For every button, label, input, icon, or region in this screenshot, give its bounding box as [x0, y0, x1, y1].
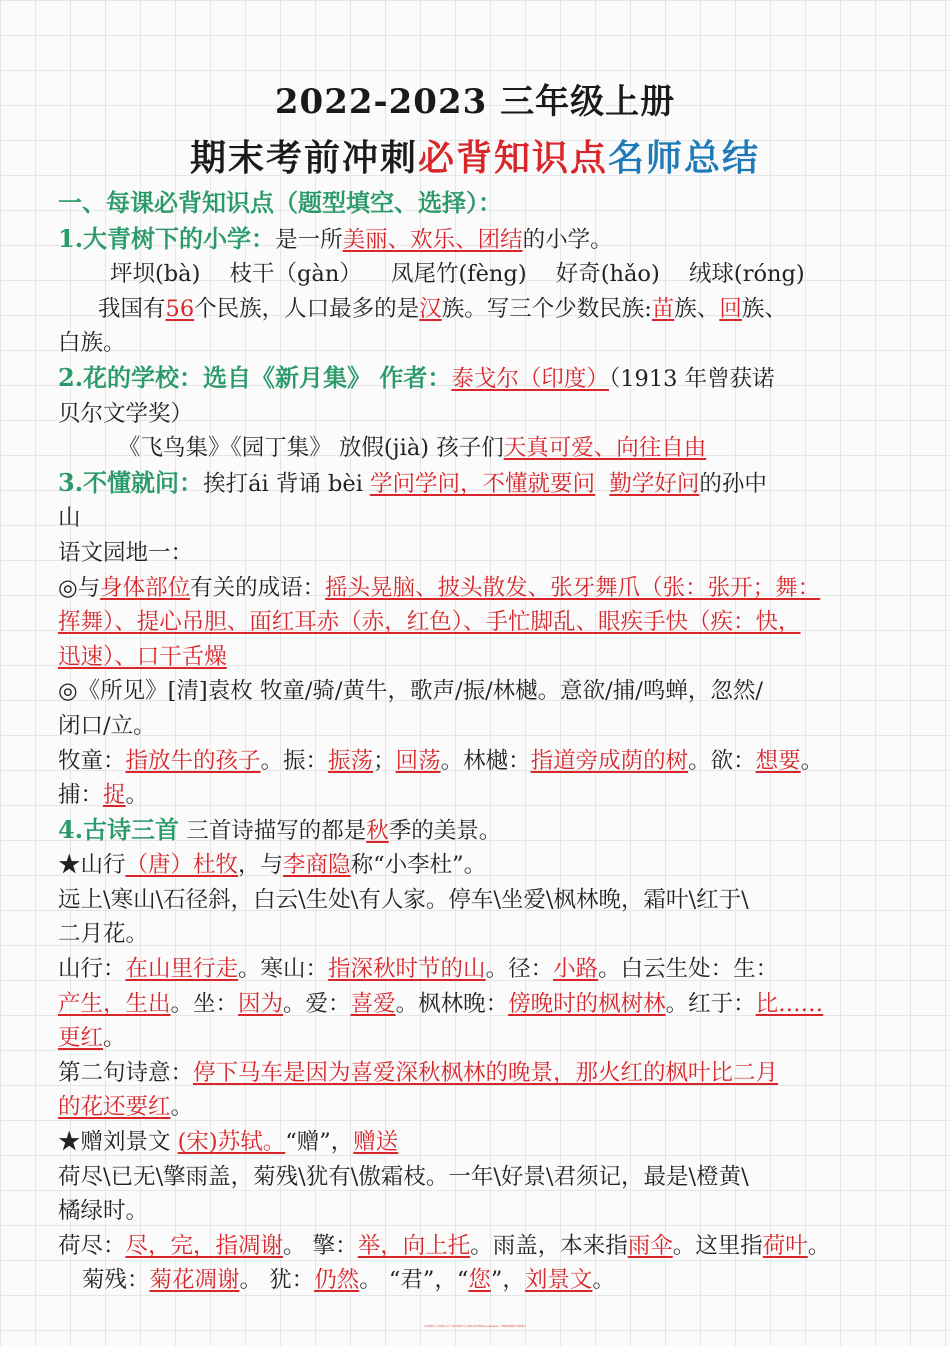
lesson1-line1: 1.大青树下的小学：是一所美丽、欢乐、团结的小学。: [58, 223, 613, 253]
yuwen-heading: 语文园地一：: [58, 539, 194, 566]
idiom-line3: 迅速）、口干舌燥: [58, 643, 227, 670]
lesson2-line2: 贝尔文学奖）: [58, 400, 194, 427]
lesson4-line1: 4.古诗三首 三首诗描写的都是秋季的美景。: [58, 814, 502, 844]
zeng-poem2: 橘绿时。: [58, 1198, 149, 1225]
lesson1-pinyin-row: 坪坝(bà) 枝干（gàn） 凤尾竹(fèng) 好奇(hǎo) 绒球(róng): [110, 261, 805, 288]
footer-promo: 10秒钟操作! 关注微信公众号“学海无涯甜作舟”或者添加樊老师微信shen88168007，免费提供完整可打印版资料!: [424, 1326, 526, 1328]
lesson3-line2: 山: [58, 505, 81, 532]
lesson2-heading: 2.花的学校：选自《新月集》 作者：: [58, 362, 452, 392]
zeng-notes2: 菊残：菊花凋谢。 犹：仍然。 “君”，“您”，刘景文。: [82, 1267, 615, 1294]
zeng-notes1: 荷尽：尽，完，指凋谢。 擎：举，向上托。雨盖，本来指雨伞。这里指荷叶。: [58, 1232, 831, 1259]
title-line-1: 2022-2023 三年级上册: [274, 82, 676, 122]
suojian-line1: ◎《所见》[清]袁枚 牧童/骑/黄牛，歌声/振/林樾。意欲/捕/鸣蝉，忽然/: [58, 678, 763, 705]
shanxing-poem2: 二月花。: [58, 921, 149, 948]
lesson2-line1: 2.花的学校：选自《新月集》 作者：泰戈尔（印度）（1913 年曾获诺: [58, 362, 775, 392]
shanxing-notes2: 产生，生出。坐：因为。爱：喜爱。枫林晚：傍晚时的枫树林。红于：比……: [58, 990, 824, 1017]
title-line-2: [0, 130, 950, 181]
lesson3-line1: 3.不懂就问：挨打ái 背诵 bèi 学问学问，不懂就要问 勤学好问的孙中: [58, 467, 767, 497]
lesson1-line3: 我国有56个民族，人口最多的是汉族。写三个少数民族:苗族、回族、: [98, 295, 787, 322]
title-part-black: 期末考前冲刺: [189, 137, 418, 179]
shanxing-meaning1: 第二句诗意：停下马车是因为喜爱深秋枫林的晚景，那火红的枫叶比二月: [58, 1059, 779, 1086]
title-part-red: 必背知识点: [417, 137, 608, 179]
lesson2-line3: 《飞鸟集》《园丁集》 放假(jià) 孩子们天真可爱、向往自由: [118, 435, 707, 462]
shanxing-meaning2: 的花还要红。: [58, 1094, 194, 1121]
lesson4-heading: 4.古诗三首: [58, 814, 180, 844]
shanxing-title: ★山行（唐）杜牧，与李商隐称“小李杜”。: [58, 852, 487, 879]
shanxing-poem1: 远上\寒山\石径斜，白云\生处\有人家。停车\坐爱\枫林晚，霜叶\红于\: [58, 886, 749, 913]
content-body: [58, 186, 894, 1298]
lesson1-line4: 白族。: [58, 330, 126, 357]
idiom-line1: ◎与身体部位有关的成语：摇头晃脑、披头散发、张牙舞爪（张：张开；舞：: [58, 574, 821, 601]
section-heading: 一、每课必背知识点（题型填空、选择）：: [58, 188, 502, 217]
lesson1-heading: 1.大青树下的小学：: [58, 223, 276, 253]
suojian-notes1: 牧童：指放牛的孩子。振：振荡；回荡。林樾：指道旁成荫的树。欲：想要。: [58, 747, 824, 774]
title-part-blue: 名师总结: [608, 137, 761, 179]
lesson3-heading: 3.不懂就问：: [58, 467, 204, 497]
zeng-title: ★赠刘景文 (宋)苏轼。“赠”，赠送: [58, 1129, 399, 1156]
suojian-notes2: 捕：捉。: [58, 782, 149, 809]
shanxing-notes1: 山行：在山里行走。寒山：指深秋时节的山。径：小路。白云生处：生：: [58, 956, 779, 983]
shanxing-notes3: 更红。: [58, 1025, 126, 1052]
lesson1-answer: 美丽、欢乐、团结: [342, 226, 523, 253]
idiom-line2: 挥舞）、提心吊胆、面红耳赤（赤，红色）、手忙脚乱、眼疾手快（疾：快，: [58, 609, 801, 636]
zeng-poem1: 荷尽\已无\擎雨盖，菊残\犹有\傲霜枝。一年\好景\君须记，最是\橙黄\: [58, 1163, 749, 1190]
suojian-line2: 闭口/立。: [58, 712, 156, 739]
